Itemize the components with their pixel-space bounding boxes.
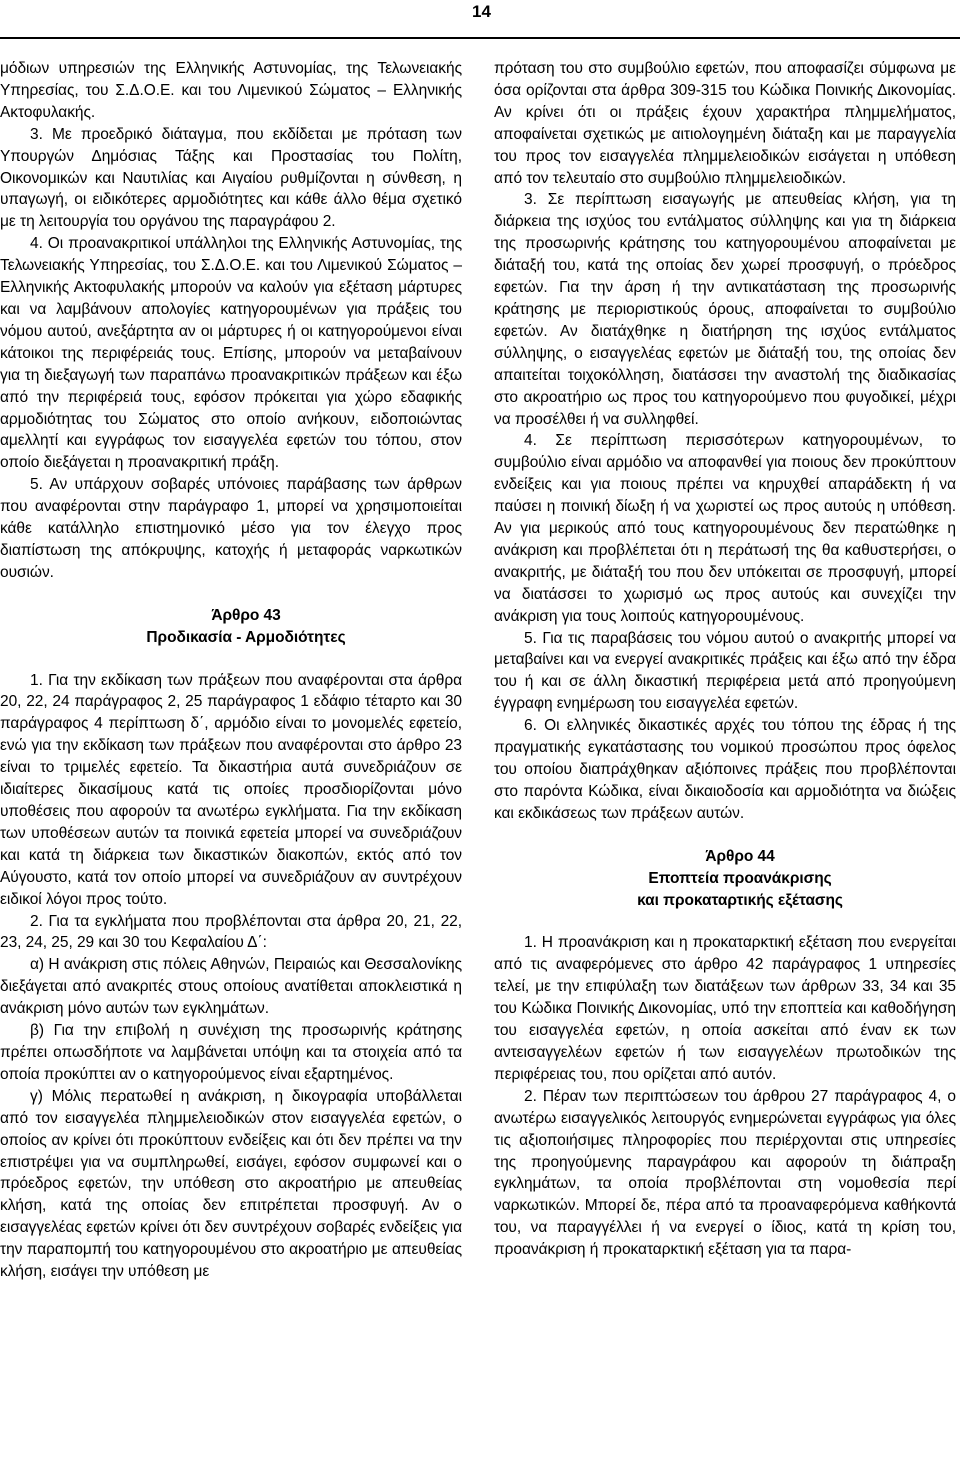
paragraph: 4. Σε περίπτωση περισσότερων κατηγορουμένων, το συμβούλιο είναι αρμόδιο να αποφανθεί για ποιους δεν προκύπτουν ενδείξεις και για ποιους πρέπει να κηρυχθεί απαράδεκτη ή να παύσει η ποινική δίωξη ή να χωριστεί ως προς αυτούς η υπόθεση. Αν για μερικούς από τους κατηγορουμένους δεν περατώθηκε η ανάκριση και προβλέπεται ότι η περάτωσή της θα καθυστερήσει, ο ανακριτής, με διάταξή του που δεν υπόκειται σε προσφυγή, μπορεί να διατάσσει το χωρισμό ως προς αυτούς και συνεχίζει την ανάκριση για τους λοιπούς κατηγορουμένους. — [494, 432, 956, 625]
paragraph: 1. Η προανάκριση και η προκαταρκτική εξέταση που ενεργείται από τις αναφερόμενες στο άρθρο 42 παράγραφος 1 υπηρεσίες τελεί, με την επιφύλαξη των διατάξεων των άρθρων 33, 34 και 35 του Κώδικα Ποινικής Δικονομίας, υπό την εποπτεία και καθοδήγηση του εισαγγελέα εφετών, η οποία ασκείται από έναν εκ των αντεισαγγελέων εφετών ή των εισαγγελέων πρωτοδικών της περιφέρειας του, που ορίζεται από αυτόν. — [494, 934, 956, 1083]
left-column — [0, 58, 462, 1283]
paragraph: 5. Αν υπάρχουν σοβαρές υπόνοιες παράβασης των άρθρων που αναφέρονται στην παράγραφο 1, μπορεί να χρησιμοποιείται κάθε κατάλληλο επιστημονικό μέσο για τον έλεγχο προς διαπίστωση της απόκρυψης, κατοχής ή μεταφοράς ναρκωτικών ουσιών. — [0, 476, 462, 581]
header-rule — [0, 37, 960, 39]
page-number: 14 — [472, 2, 491, 21]
paragraph: μόδιων υπηρεσιών της Ελληνικής Αστυνομίας, της Τελωνειακής Υπηρεσίας, του Σ.Δ.Ο.Ε. και του Λιμενικού Σώματος – Ελληνικής Ακτοφυλακής. — [0, 60, 462, 121]
paragraph: 1. Για την εκδίκαση των πράξεων που αναφέρονται στα άρθρα 20, 22, 24 παράγραφος 2, 25 παράγραφος 1 εδάφιο τέταρτο και 30 παράγραφος 4 περίπτωση δ΄, αρμόδιο είναι το μονομελές εφετείο, ενώ για την εκδίκαση των πράξεων που αναφέρονται στο άρθρο 23 είναι το τριμελές εφετείο. Τα δικαστήρια αυτά συνεδριάζουν σε ιδιαίτερες δικασίμους κατά τις οποίες προσδιορίζονται μόνο υποθέσεις που αφορούν τα ανωτέρω εγκλήματα. Για την εκδίκαση των υποθέσεων αυτών τα ποινικά εφετεία μπορεί να συνεδριάζουν και κατά τη διάρκεια των δικαστικών διακοπών, εκτός από τον Αύγουστο, κατά τον οποίο μπορεί να συνεδριάζουν αν συντρέχουν ειδικοί λόγοι προς τούτο. — [0, 671, 462, 908]
article-44-title: Άρθρο 44 — [705, 847, 775, 865]
paragraph: γ) Μόλις περατωθεί η ανάκριση, η δικογραφία υποβάλλεται από τον εισαγγελέα πλημμελειοδικών στον εισαγγελέα εφετών, ο οποίος αν κρίνει ότι προκύπτουν ενδείξεις και ότι δεν πρέπει να την επιστρέψει για να συμπληρωθεί, εισάγει, εφόσον συμφωνεί και ο πρόεδρος εφετών, την υπόθεση στο ακροατήριο με απευθείας κλήση, κατά της οποίας δεν επιτρέπεται προσφυγή. Αν ο εισαγγελέας εφετών κρίνει ότι δεν συντρέχουν σοβαρές ενδείξεις για την παραπομπή του κατηγορουμένου στο ακροατήριο με απευθείας κλήση, εισάγει την υπόθεση με — [0, 1087, 462, 1281]
paragraph: 5. Για τις παραβάσεις του νόμου αυτού ο ανακριτής μπορεί να μεταβαίνει και να ενεργεί ανακριτικές πράξεις και έξω από την έδρα του ή και σε άλλη δικαστική περιφέρεια μετά από προηγούμενη έγγραφη ενημέρωση του εισαγγελέα εφετών. — [494, 629, 956, 713]
paragraph: 6. Οι ελληνικές δικαστικές αρχές του τόπου της έδρας ή της πραγματικής εγκατάστασης του νομικού προσώπου προς όφελος του οποίου διαπράχθηκαν αξιόποινες πράξεις που προβλέπονται στο παρόντα Κώδικα, είναι δικαιοδοσία και αρμοδιότητα να διώξεις και εκδικάσεως των πράξεων αυτών. — [494, 717, 956, 822]
paragraph: β) Για την επιβολή η συνέχιση της προσωρινής κράτησης πρέπει οπωσδήποτε να λαμβάνεται υπόψη και τα στοιχεία από τα οποία προκύπτει αν ο κατηγορούμενος είναι εξαρτημένος. — [0, 1022, 462, 1083]
paragraph: 2. Για τα εγκλήματα που προβλέπονται στα άρθρα 20, 21, 22, 23, 24, 25, 29 και 30 του Κεφαλαίου Δ΄: — [0, 912, 462, 952]
paragraph: 4. Οι προανακριτικοί υπάλληλοι της Ελληνικής Αστυνομίας, της Τελωνειακής Υπηρεσίας, του Σ.Δ.Ο.Ε. και του Λιμενικού Σώματος – Ελληνικής Ακτοφυλακής μπορούν να καλούν για εξέταση μάρτυρες και να λαμβάνουν απολογίες κατηγορουμένων για πράξεις του νόμου αυτού, ανεξάρτητα αν οι μάρτυρες ή οι κατηγορούμενοι είναι κάτοικοι της περιφέρειάς τους. Επίσης, μπορούν να μεταβαίνουν για τη διεξαγωγή των παραπάνω προανακριτικών πράξεων και έξω από την περιφέρειά τους, εφόσον πρόκειται για χώρο εδαφικής αρμοδιότητας του Σώματος στο οποίο ανήκουν, ειδοποιώντας αμελλητί και εγγράφως τον εισαγγελέα εφετών του τόπου, στον οποίο διεξάγεται η προανακριτική πράξη. — [0, 235, 462, 472]
paragraph: 2. Πέραν των περιπτώσεων του άρθρου 27 παράγραφος 4, ο ανωτέρω εισαγγελικός λειτουργός ενημερώνεται εγγράφως για όλες τις αξιοποιήσιμες πληροφορίες που περιέρχονται στις υπηρεσίες της προηγούμενης παραγράφου και αφορούν τη διάπραξη εγκλημάτων, τα οποία προβλέπονται στη νομοθεσία περί ναρκωτικών. Μπορεί δε, πέρα από τα προαναφερόμενα καθήκοντά του, να παραγγέλλει ή να ενεργεί ο ίδιος, κατά τη κρίση του, προανάκριση ή προκαταρκτική εξέταση για τα παρα- — [494, 1087, 956, 1259]
paragraph: πρόταση του στο συμβούλιο εφετών, που αποφασίζει σύμφωνα με όσα ορίζονται στα άρθρα 309-315 του Κώδικα Ποινικής Δικονομίας. Αν κρίνει ότι οι πράξεις έχουν χαρακτήρα πλημμελήματος, αποφαίνεται σχετικώς με αιτιολογημένη διάταξη και με παραγγελία του προς τον εισαγγελέα πλημμελειοδικών εισάγεται η υπόθεση από τον τελευταίο στο συμβούλιο πλημμελειοδικών. — [494, 60, 956, 187]
article-44-subtitle-line2: και προκαταρτικής εξέτασης — [637, 891, 843, 909]
paragraph: 3. Σε περίπτωση εισαγωγής με απευθείας κλήση, για τη διάρκεια της ισχύος του εντάλματος σύλληψης και για τη διάρκεια της προσωρινής κράτησης του κατηγορουμένου αποφαίνεται με διάταξή του, κατά της οποίας δεν χωρεί προσφυγή, ο πρόεδρος εφετών. Για την άρση ή την αντικατάσταση της προσωρινής κράτησης με περιοριστικούς όρους, αποφαίνεται το συμβούλιο εφετών. Αν διατάχθηκε η διατήρηση της ισχύος εντάλματος σύλληψης, ο εισαγγελέας εφετών με διάταξή του, της οποίας δεν απαιτείται τοιχοκόλληση, διατάσσει την αναστολή της διαδικασίας στο ακροατήριο ως προς του κατηγορούμενο που φυγοδικεί, μέχρι να προσέλθει ή να συλληφθεί. — [494, 191, 956, 428]
article-43-title: Άρθρο 43 — [211, 606, 281, 624]
paragraph: 3. Με προεδρικό διάταγμα, που εκδίδεται με πρόταση των Υπουργών Δημόσιας Τάξης και Προστασίας του Πολίτη, Οικονομικών και Ναυτιλίας και Αιγαίου ρυθμίζονται η σύνθεση, η υπαγωγή, οι ειδικότερες αρμοδιότητες και κάθε άλλο θέμα σχετικό με τη λειτουργία του οργάνου της παραγράφου 2. — [0, 125, 462, 231]
article-43-subtitle: Προδικασία - Αρμοδιότητες — [146, 628, 346, 646]
right-column — [494, 58, 956, 1261]
paragraph: α) Η ανάκριση στις πόλεις Αθηνών, Πειραιώς και Θεσσαλονίκης διεξάγεται από ανακριτές στους οποίους ανατίθεται αποκλειστικά η ανάκριση μόνο αυτών των εγκλημάτων. — [0, 956, 462, 1018]
article-44-subtitle-line1: Εποπτεία προανάκρισης — [648, 869, 832, 887]
